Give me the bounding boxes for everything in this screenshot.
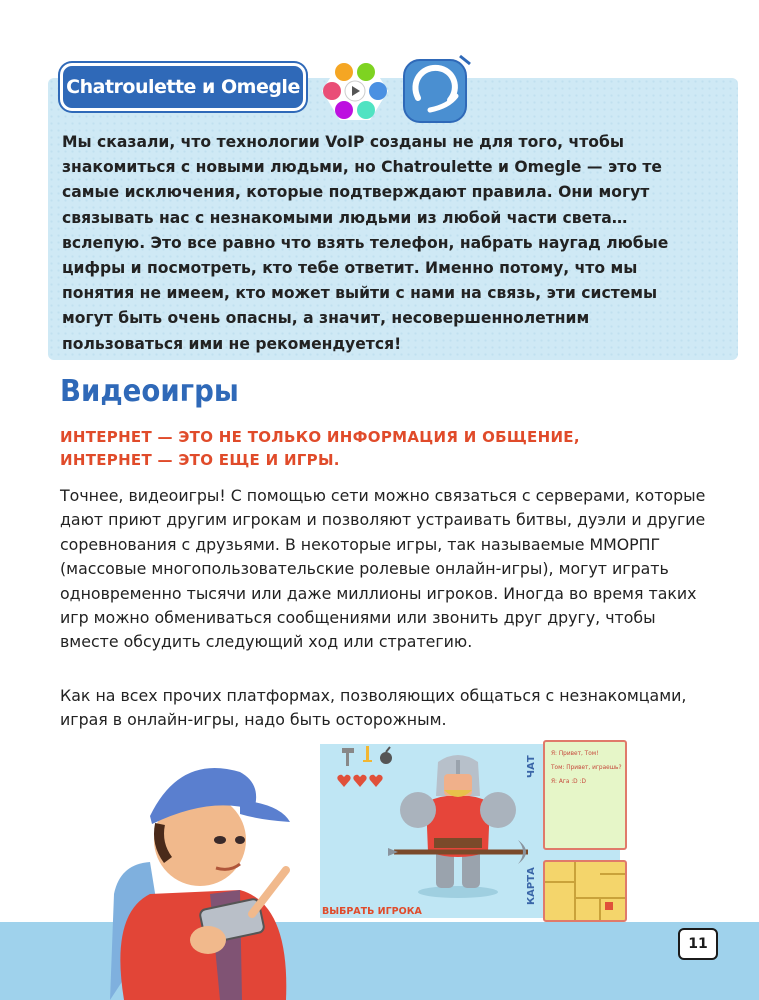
chat-panel xyxy=(543,740,627,850)
chatroulette-logo-icon xyxy=(318,58,392,124)
chat-line: Я: Ага :D :D xyxy=(551,779,586,785)
boy-with-phone-illustration xyxy=(90,744,330,1000)
paragraph-1: Точнее, видеоигры! С помощью сети можно связаться с серверами, которые дают приют другим игрокам и позволяют устраивать битвы, дуэли и другие соревнования с друзьями. В некоторые игры, так называемые ММОРПГ (массовые многопользовательские ролевые онлайн-игры), могут играть одновременно тысячи или даже миллионы игроков. Иногда во время таких игр можно обмениваться сообщениями или звонить друг другу, чтобы вместе обсудить следующий ход или стратегию. xyxy=(60,486,706,652)
page-number: 11 xyxy=(678,928,718,960)
box-title-badge: Chatroulette и Omegle xyxy=(60,63,306,111)
paragraph-2: Как на всех прочих платформах, позволяющих общаться с незнакомцами, играя в онлайн-игры, надо быть осторожным. xyxy=(60,686,687,730)
section-heading: Видеоигры xyxy=(60,374,239,409)
omegle-logo-icon xyxy=(400,52,474,128)
section-subheading: ИНТЕРНЕТ — ЭТО НЕ ТОЛЬКО ИНФОРМАЦИЯ И ОБЩЕНИЕ, ИНТЕРНЕТ — ЭТО ЕЩЕ И ИГРЫ. xyxy=(60,428,580,469)
knight-character-icon xyxy=(378,752,538,902)
box-paragraph: Мы сказали, что технологии VoIP созданы не для того, чтобы знакомиться с новыми людьми, но Chatroulette и Omegle — это те самые исключения, которые подтверждают правила. Они могут связывать нас с незнакомыми людьми из любой части света… вслепую. Это все равно что взять телефон, набрать наугад любые цифры и посмотреть, кто тебе ответит. Именно потому, что мы понятия не имеем, кто может выйти с нами на связь, эти системы могут быть очень опасны, а значит, несовершеннолетним пользоваться ими не рекомендуется! xyxy=(62,133,669,353)
map-label: КАРТА xyxy=(526,867,537,905)
map-icon xyxy=(545,862,625,920)
chat-line: Я: Привет, Том! xyxy=(551,751,599,757)
map-panel xyxy=(543,860,627,922)
chat-label: ЧАТ xyxy=(526,755,537,778)
chat-line: Том: Привет, играешь? xyxy=(551,765,622,771)
pick-player-label: ВЫБРАТЬ ИГРОКА xyxy=(322,906,422,917)
